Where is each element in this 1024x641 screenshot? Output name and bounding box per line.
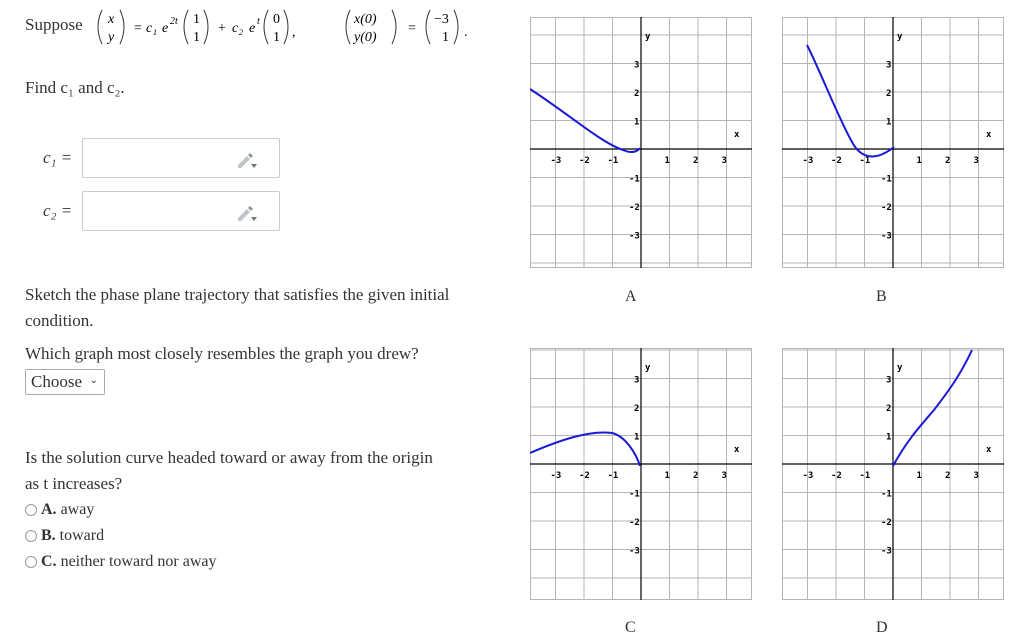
y-axis-name: y <box>645 32 651 42</box>
svg-text:x(0): x(0) <box>354 12 377 27</box>
graph-label-b: B <box>876 288 887 305</box>
y-tick-label: -1 <box>629 489 640 500</box>
svg-text:=: = <box>408 21 416 36</box>
x-tick-label: -2 <box>831 471 842 481</box>
y-tick-label: -2 <box>881 203 892 213</box>
y-tick-label: 2 <box>634 89 640 99</box>
y-tick-label: -3 <box>881 231 892 242</box>
y-tick-label: 2 <box>886 89 892 99</box>
x-axis-name: x <box>986 445 992 455</box>
x-tick-label: 3 <box>721 156 727 166</box>
x-tick-label: -3 <box>550 471 562 481</box>
radio-button[interactable] <box>25 530 37 542</box>
svg-text:e: e <box>162 21 169 36</box>
x-tick-label: 1 <box>916 471 922 481</box>
x-tick-label: 2 <box>693 471 699 481</box>
x-tick-label: 1 <box>664 156 670 166</box>
pencil-icon[interactable] <box>235 204 259 222</box>
x-tick-label: 3 <box>973 156 979 166</box>
y-tick-label: 3 <box>634 375 640 386</box>
svg-text:1: 1 <box>273 30 280 45</box>
svg-text:y(0): y(0) <box>354 30 377 45</box>
svg-text:.: . <box>464 25 468 40</box>
y-tick-label: 2 <box>634 404 640 414</box>
y-tick-label: 1 <box>886 432 892 443</box>
c2-label: c₂ = <box>43 201 73 220</box>
direction-question: Is the solution curve headed toward or away from the origin as t increases? <box>25 448 433 493</box>
graph-label-a: A <box>625 288 637 305</box>
x-tick-label: 2 <box>693 156 699 166</box>
y-tick-label: -3 <box>629 546 640 557</box>
svg-text:,: , <box>292 25 296 40</box>
chevron-down-icon: ⌄ <box>89 375 98 386</box>
x-tick-label: -3 <box>802 156 814 166</box>
svg-text:+: + <box>218 21 226 36</box>
graph-d <box>782 348 1004 600</box>
svg-text:0: 0 <box>273 12 280 27</box>
sketch-instruction: Sketch the phase plane trajectory that satisfies the given initial condition. <box>25 285 450 330</box>
x-tick-label: -2 <box>579 156 590 166</box>
svg-text:1: 1 <box>442 30 449 45</box>
graph-label-c: C <box>625 619 636 636</box>
y-tick-label: -1 <box>881 489 892 500</box>
c1-label: c₁ = <box>43 148 73 167</box>
y-tick-label: 2 <box>886 404 892 414</box>
option-b[interactable]: B. toward <box>25 527 104 545</box>
x-tick-label: -1 <box>607 156 619 166</box>
x-tick-label: 2 <box>945 156 951 166</box>
y-tick-label: -3 <box>629 231 640 242</box>
option-a[interactable]: A. away <box>25 501 94 519</box>
svg-text:1: 1 <box>193 12 200 27</box>
y-axis-name: y <box>897 32 903 42</box>
x-tick-label: -1 <box>859 471 871 481</box>
x-tick-label: -1 <box>859 156 871 166</box>
y-tick-label: 3 <box>634 60 640 71</box>
x-tick-label: 3 <box>721 471 727 481</box>
which-graph-question: Which graph most closely resembles the graph you drew? <box>25 344 419 363</box>
y-axis-name: y <box>645 363 651 373</box>
c2-input[interactable] <box>82 191 280 231</box>
radio-button[interactable] <box>25 556 37 568</box>
x-tick-label: 1 <box>916 156 922 166</box>
c1-input[interactable] <box>82 138 280 178</box>
suppose-label: Suppose <box>25 15 83 34</box>
y-tick-label: -2 <box>629 203 640 213</box>
x-tick-label: 1 <box>664 471 670 481</box>
x-axis-name: x <box>734 445 740 455</box>
select-value: Choose <box>31 372 82 391</box>
svg-text:c₁: c₁ <box>146 21 158 36</box>
svg-text:1: 1 <box>193 30 200 45</box>
y-tick-label: -2 <box>629 518 640 528</box>
svg-text:2t: 2t <box>170 16 178 27</box>
svg-text:−3: −3 <box>434 12 449 27</box>
graph-choice-select[interactable] <box>25 369 105 395</box>
svg-text:=: = <box>134 21 142 36</box>
x-axis-name: x <box>986 130 992 140</box>
y-tick-label: 1 <box>886 117 892 128</box>
y-tick-label: -1 <box>629 174 640 185</box>
x-tick-label: -3 <box>550 156 562 166</box>
x-tick-label: -2 <box>579 471 590 481</box>
graph-a <box>530 17 752 268</box>
find-text: Find c₁ and c₂. <box>25 78 125 97</box>
y-tick-label: -2 <box>881 518 892 528</box>
x-tick-label: 2 <box>945 471 951 481</box>
eq-y: y <box>108 30 115 45</box>
option-c[interactable]: C. neither toward nor away <box>25 553 217 571</box>
radio-button[interactable] <box>25 504 37 516</box>
svg-text:c₂: c₂ <box>232 21 244 36</box>
y-tick-label: -3 <box>881 546 892 557</box>
system-equation <box>92 2 492 52</box>
x-tick-label: 3 <box>973 471 979 481</box>
graph-label-d: D <box>876 619 888 636</box>
graph-c <box>530 348 752 600</box>
x-axis-name: x <box>734 130 740 140</box>
y-tick-label: 1 <box>634 117 640 128</box>
svg-text:t: t <box>257 16 260 27</box>
y-tick-label: 1 <box>634 432 640 443</box>
y-tick-label: 3 <box>886 60 892 71</box>
svg-text:e: e <box>249 21 256 36</box>
y-tick-label: -1 <box>881 174 892 185</box>
x-tick-label: -3 <box>802 471 814 481</box>
x-tick-label: -2 <box>831 156 842 166</box>
y-tick-label: 3 <box>886 375 892 386</box>
graph-b <box>782 17 1004 268</box>
y-axis-name: y <box>897 363 903 373</box>
pencil-icon[interactable] <box>235 151 259 169</box>
eq-x: x <box>108 12 115 27</box>
x-tick-label: -1 <box>607 471 619 481</box>
